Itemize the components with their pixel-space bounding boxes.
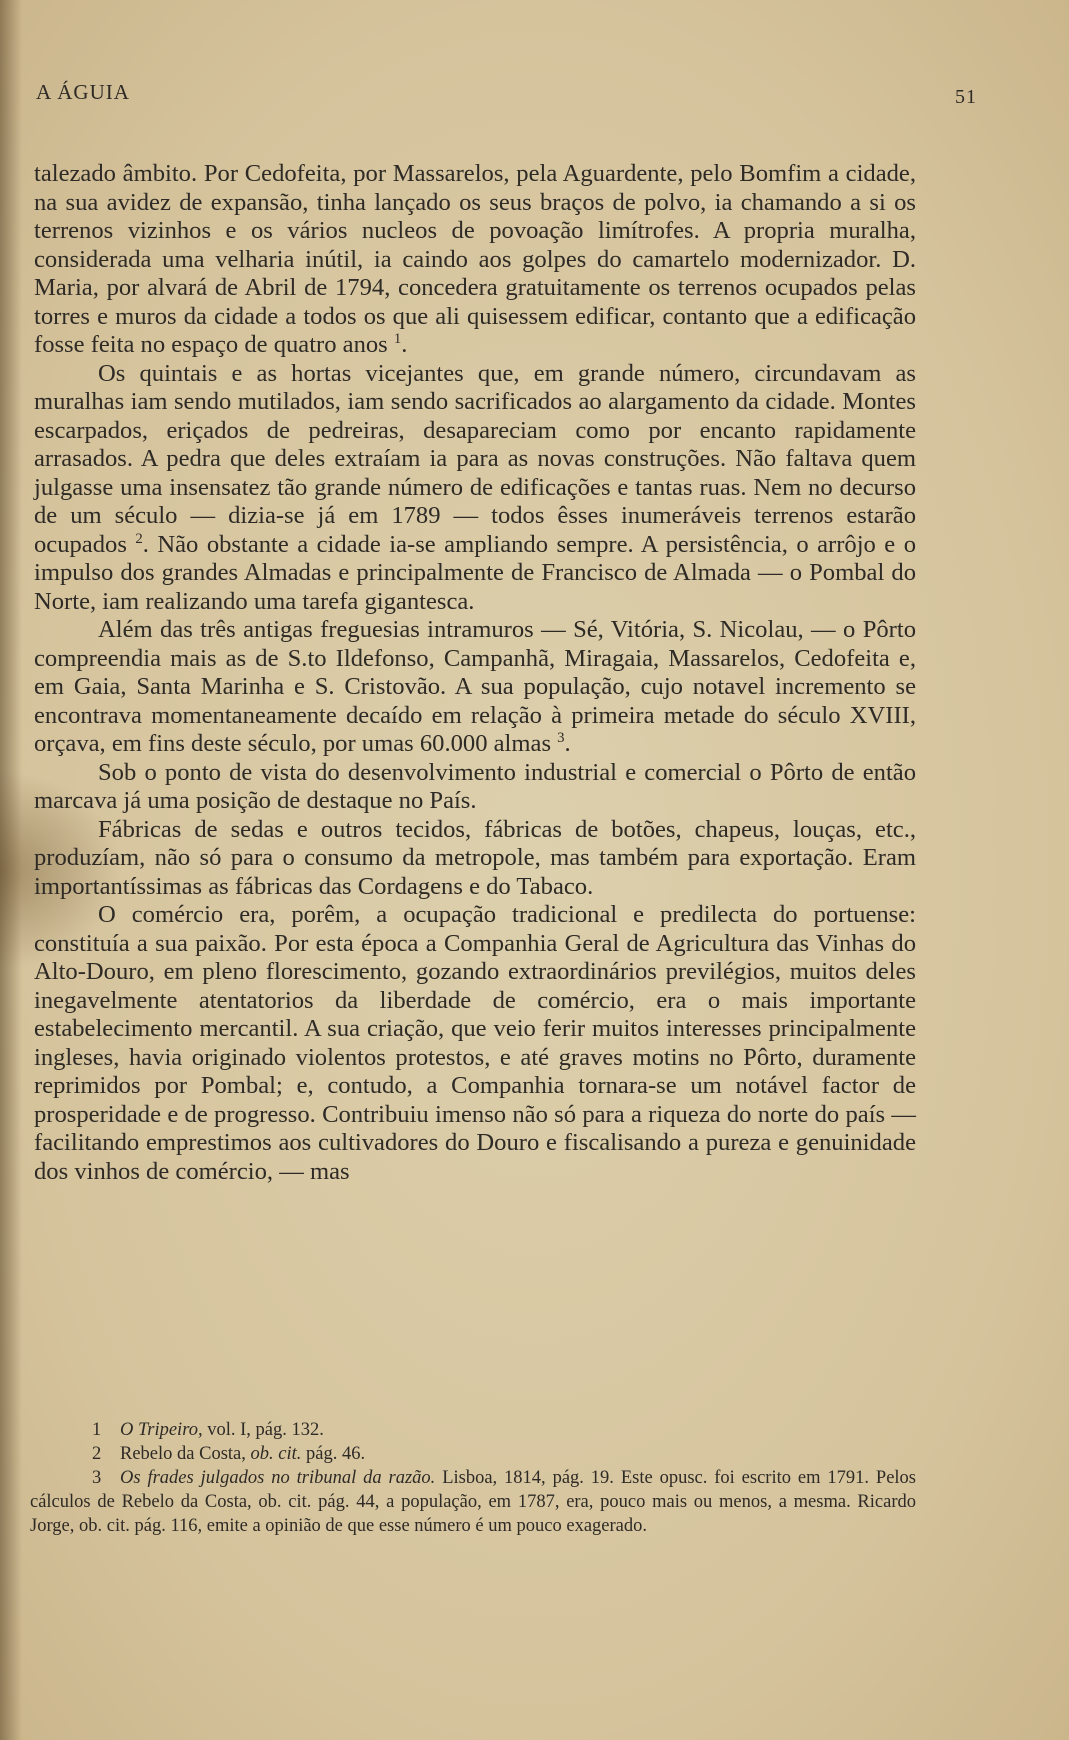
page-number: 51 — [955, 86, 977, 108]
paragraph-4 — [34, 759, 916, 816]
footnote-ref: 3 — [557, 729, 565, 746]
footnote-ref: 2 — [135, 530, 143, 547]
paragraph-tail: . Não obstante a cidade ia-se ampliando sempre. A persistência, o arrôjo e o impulso dos grandes Almadas e principalmente de Francisco de Almada — o Pombal do Norte, iam realizando uma tarefa gigantesca. — [34, 530, 916, 615]
paragraph-text: talezado âmbito. Por Cedofeita, por Massarelos, pela Aguardente, pelo Bomfim a cidade, na sua avidez de expansão, tinha lançado os seus braços de polvo, ia chamando a si os terrenos vizinhos e os vários nucleos de povoação limítrofes. A propria muralha, considerada uma velharia inútil, ia caindo aos golpes do camartelo modernizador. D. Maria, por alvará de Abril de 1794, concedera gratuitamente os terrenos ocupados pelas torres e muros da cidade a todos os que ali quisessem edificar, contanto que a edificação fosse feita no espaço de quatro anos — [34, 160, 916, 358]
paragraph-tail: . — [564, 730, 571, 757]
paragraph-tail: . — [401, 331, 408, 358]
page-header — [36, 80, 977, 110]
footnote-3 — [30, 1466, 916, 1538]
paragraph-2 — [34, 360, 916, 617]
footnote-title: ob. cit. — [250, 1444, 302, 1464]
footnote-text: pág. 46. — [301, 1444, 366, 1464]
body-text — [34, 160, 916, 1186]
paragraph-5 — [34, 816, 916, 902]
paragraph-1 — [34, 160, 916, 360]
paragraph-text: Os quintais e as hortas vicejantes que, em grande número, circundavam as muralhas iam sendo mutilados, iam sendo sacrificados ao alargamento da cidade. Montes escarpados, eriçados de pedreiras, desapareciam como por encanto rapidamente arrasados. A pedra que deles extraíam ia para as novas construções. Não faltava quem julgasse uma insensatez tão grande número de edificações e tantas ruas. Nem no decurso de um século — dizia-se já em 1789 — todos êsses inumeráveis terrenos estarão ocupados — [34, 359, 916, 558]
footnote-number: 2 — [92, 1444, 102, 1464]
paragraph-text: O comércio era, porêm, a ocupação tradicional e predilecta do portuense: constituía a sua paixão. Por esta época a Companhia Geral de Agricultura das Vinhas do Alto-Douro, em pleno florescimento, gozando extraordinários previlégios, muitos deles inegavelmente atentatorios da liberdade de comércio, era o mais importante estabelecimento mercantil. A sua criação, que veio ferir muitos interesses principalmente ingleses, havia originado violentos protestos, e até graves motins no Pôrto, duramente reprimidos por Pombal; e, contudo, a Companhia tornara-se um notável factor de prosperidade e de progresso. Contribuiu imenso não só para a riqueza do norte do país — facilitando emprestimos aos cultivadores do Douro e fiscalisando a pureza e genuinidade dos vinhos de comércio, — mas — [34, 901, 916, 1185]
paragraph-6 — [34, 901, 916, 1186]
footnote-pre: Rebelo da Costa, — [120, 1444, 251, 1464]
footnotes — [30, 1418, 916, 1538]
footnote-number: 1 — [92, 1420, 102, 1440]
paragraph-3 — [34, 616, 916, 759]
footnote-title: Os frades julgados no tribunal da razão. — [120, 1468, 436, 1488]
footnote-text: vol. I, pág. 132. — [202, 1420, 324, 1440]
running-title: A ÁGUIA — [36, 80, 130, 104]
paragraph-text: Fábricas de sedas e outros tecidos, fábricas de botões, chapeus, louças, etc., produzíam, não só para o consumo da metropole, mas também para exportação. Eram importantíssimas as fábricas das Cordagens e do Tabaco. — [34, 815, 916, 900]
footnote-number: 3 — [92, 1468, 102, 1488]
footnote-ref: 1 — [393, 330, 402, 347]
page-edge-shadow — [0, 0, 22, 1740]
footnote-2 — [30, 1442, 916, 1466]
footnote-1 — [30, 1418, 916, 1442]
footnote-text: Lisboa, 1814, pág. 19. Este opusc. foi escrito em 1791. Pelos cálculos de Rebelo da Costa, ob. cit. pág. 44, a população, em 1787, era, pouco mais ou menos, a mesma. Ricardo Jorge, ob. cit. pág. 116, emite a opinião de que esse número é um pouco exagerado. — [30, 1468, 916, 1536]
footnote-title: O Tripeiro, — [120, 1420, 203, 1440]
paragraph-text: Além das três antigas freguesias intramuros — Sé, Vitória, S. Nicolau, — o Pôrto compreendia mais as de S.to Ildefonso, Campanhã, Miragaia, Massarelos, Cedofeita e, em Gaia, Santa Marinha e S. Cristovão. A sua população, cujo notavel incremento se encontrava momentaneamente decaído em relação à primeira metade do século XVIII, orçava, em fins deste século, por umas 60.000 almas — [34, 616, 916, 757]
paragraph-text: Sob o ponto de vista do desenvolvimento industrial e comercial o Pôrto de então marcava já uma posição de destaque no País. — [34, 758, 916, 814]
